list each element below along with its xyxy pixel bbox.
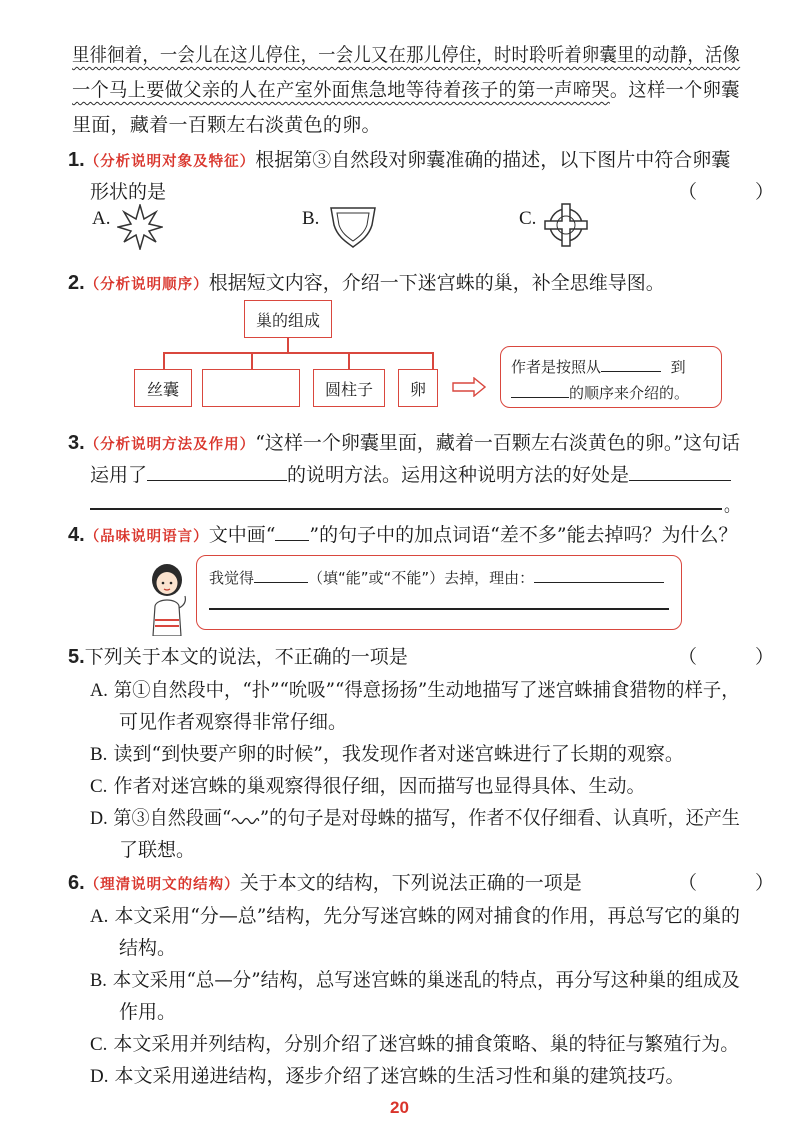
- question-number: 5.: [68, 646, 85, 668]
- question-1-line-2: 形状的是: [90, 181, 167, 203]
- question-6: [68, 868, 582, 895]
- question-number: 2.: [68, 272, 85, 294]
- question-number: 4.: [68, 524, 85, 546]
- conclusion-text: 作者是按照从: [511, 358, 602, 376]
- question-5: [68, 642, 408, 669]
- skill-tag: （分析说明对象及特征）: [84, 154, 256, 170]
- mindmap-connector: [163, 352, 165, 369]
- passage-line-3: 里面，藏着一百颗左右淡黄色的卵。: [72, 114, 381, 136]
- bubble-text: （填“能”或“不能”）去掉，理由：: [308, 569, 535, 587]
- blank-method[interactable]: [147, 480, 287, 481]
- mindmap-connector: [348, 352, 350, 369]
- skill-tag: （分析说明顺序）: [84, 277, 209, 293]
- question-text: “这样一个卵囊里面，藏着一百颗左右淡黄色的卵。”这句话: [255, 432, 741, 454]
- mindmap-root: 巢的组成: [244, 300, 332, 338]
- option-label: A.: [90, 680, 108, 701]
- q6-option-d[interactable]: [90, 1061, 685, 1088]
- end-mark: 。: [724, 494, 741, 516]
- right-arrow-icon: [452, 377, 486, 397]
- question-number: 6.: [68, 872, 85, 894]
- bubble-line-1: [209, 567, 664, 588]
- skill-tag: （分析说明方法及作用）: [84, 437, 256, 453]
- question-number: 3.: [68, 432, 85, 454]
- question-text: 根据短文内容，介绍一下迷宫蛛的巢，补全思维导图。: [208, 272, 665, 294]
- question-text: 的说明方法。运用这种说明方法的好处是: [287, 464, 630, 486]
- question-4: [68, 520, 738, 547]
- question-3: [68, 428, 740, 455]
- wavy-underlined-text: 一个马上要做父亲的人在产室外面焦急地等待着孩子的第一声啼哭: [72, 79, 610, 101]
- mindmap-child-silk-sac: 丝囊: [134, 369, 192, 407]
- conclusion-text: 到: [670, 358, 686, 376]
- option-text: 第①自然段中，“扑”“吮吸”“得意扬扬”生动地描写了迷宫蛛捕食猎物的样子，: [113, 679, 740, 701]
- shield-icon[interactable]: [328, 205, 378, 249]
- q5-option-a[interactable]: [90, 675, 740, 702]
- option-a-label[interactable]: A.: [92, 208, 111, 229]
- q6-option-b[interactable]: [90, 965, 740, 992]
- q6-option-a-line-2: 结构。: [119, 937, 177, 959]
- question-3-line-2: [90, 460, 731, 487]
- option-label: A.: [90, 906, 109, 927]
- passage-line-2: [72, 75, 740, 102]
- option-text: 作者对迷宫蛛的巢观察得很仔细，因而描写也显得具体、生动。: [113, 775, 646, 797]
- mindmap-connector: [251, 352, 253, 369]
- bubble-text: 我觉得: [209, 569, 255, 587]
- cross-circle-icon[interactable]: [543, 202, 589, 248]
- blank-benefit[interactable]: [629, 480, 731, 481]
- page-number: 20: [390, 1098, 409, 1117]
- question-text: ”的句子中的加点词语“差不多”能去掉吗？为什么？: [309, 524, 738, 546]
- question-text: 根据第③自然段对卵囊准确的描述，以下图片中符合卵囊: [255, 149, 731, 171]
- mindmap-connector: [163, 352, 433, 354]
- answer-bubble: [196, 555, 682, 630]
- question-text: 下列关于本文的说法，不正确的一项是: [84, 646, 408, 668]
- question-text: 运用了: [90, 464, 148, 486]
- option-text: 本文采用“总—分”结构，总写迷宫蛛的巢迷乱的特点，再分写这种巢的组成及: [112, 969, 740, 991]
- option-label: B.: [90, 970, 107, 991]
- question-text: 文中画“: [208, 524, 276, 546]
- conclusion-text: 的顺序来介绍的。: [569, 384, 690, 402]
- wavy-underlined-text: 里徘徊着，一会儿在这儿停住，一会儿又在那儿停住，时时聆听着卵囊里的动静，活像: [72, 44, 741, 66]
- answer-line[interactable]: [209, 608, 669, 610]
- star-icon[interactable]: [117, 204, 163, 250]
- option-text: 读到“到快要产卵的时候”，我发现作者对迷宫蛛进行了长期的观察。: [113, 743, 684, 765]
- option-text: 第③自然段画“: [113, 807, 232, 829]
- option-b-label[interactable]: B.: [302, 208, 320, 229]
- answer-paren[interactable]: （ ）: [678, 872, 800, 894]
- option-label: C.: [90, 776, 108, 797]
- mindmap-child-pillar: 圆柱子: [313, 369, 385, 407]
- option-label: C.: [90, 1034, 108, 1055]
- mindmap-connector: [432, 352, 434, 369]
- wavy-line-sample-icon: [231, 812, 260, 826]
- passage-text: 。这样一个卵囊: [609, 79, 740, 101]
- blank-from[interactable]: [601, 371, 661, 372]
- q5-option-a-line-2: 可见作者观察得非常仔细。: [119, 711, 348, 733]
- question-number: 1.: [68, 149, 85, 171]
- question-1: [68, 145, 730, 172]
- passage-line-1: [72, 40, 740, 67]
- mindmap-child-blank[interactable]: [202, 369, 300, 407]
- option-label: D.: [90, 808, 108, 829]
- q5-option-c[interactable]: [90, 771, 646, 798]
- mindmap-conclusion: [500, 346, 722, 408]
- mindmap-child-egg: 卵: [398, 369, 438, 407]
- student-girl-icon: [143, 560, 191, 636]
- option-label: D.: [90, 1066, 109, 1087]
- skill-tag: （理清说明文的结构）: [84, 877, 240, 893]
- option-label: B.: [90, 744, 108, 765]
- q5-option-d-line-2: 了联想。: [119, 839, 196, 861]
- skill-tag: （品味说明语言）: [84, 529, 209, 545]
- option-text: 本文采用递进结构，逐步介绍了迷宫蛛的生活习性和巢的建筑技巧。: [114, 1065, 685, 1087]
- blank-to[interactable]: [511, 397, 569, 398]
- conclusion-line-1: [511, 356, 686, 377]
- option-text: 本文采用“分—总”结构，先分写迷宫蛛的网对捕食的作用，再总写它的巢的: [114, 905, 741, 927]
- question-text: 关于本文的结构，下列说法正确的一项是: [239, 872, 582, 894]
- q6-option-b-line-2: 作用。: [119, 1001, 177, 1023]
- underline-sample: [275, 540, 309, 541]
- mindmap-connector: [287, 338, 289, 352]
- question-2: [68, 268, 665, 295]
- answer-line[interactable]: [90, 508, 722, 510]
- q6-option-a[interactable]: [90, 901, 740, 928]
- q5-option-b[interactable]: [90, 739, 684, 766]
- answer-paren[interactable]: （ ）: [678, 181, 800, 203]
- answer-paren[interactable]: （ ）: [678, 646, 800, 668]
- option-text: 本文采用并列结构，分别介绍了迷宫蛛的捕食策略、巢的特征与繁殖行为。: [113, 1033, 740, 1055]
- conclusion-line-2: [511, 382, 689, 403]
- q5-option-d[interactable]: [90, 803, 740, 830]
- q6-option-c[interactable]: [90, 1029, 739, 1056]
- option-c-label[interactable]: C.: [519, 208, 537, 229]
- blank-can-or-not[interactable]: [254, 582, 308, 583]
- option-text: ”的句子是对母蛛的描写，作者不仅仔细看、认真听，还产生: [259, 807, 740, 829]
- blank-reason[interactable]: [534, 582, 664, 583]
